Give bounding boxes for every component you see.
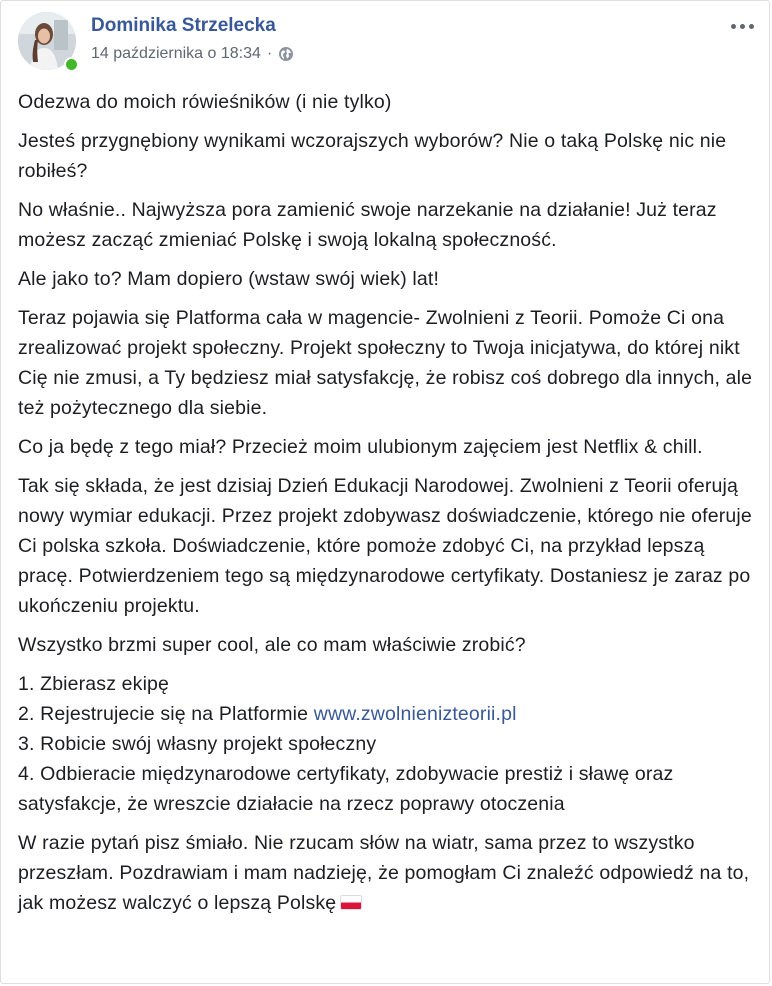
meta-separator: · bbox=[266, 45, 273, 62]
post-paragraph: No właśnie.. Najwyższa pora zamienić swoje narzekanie na działanie! Już teraz możesz zacząć zmieniać Polskę i swoją lokalną społeczność. bbox=[18, 199, 717, 251]
post-header bbox=[18, 12, 757, 72]
website-link[interactable]: www.zwolnienizteorii.pl bbox=[313, 703, 517, 725]
post-paragraph: Wszystko brzmi super cool, ale co mam właściwie zrobić? bbox=[18, 634, 526, 656]
more-options-icon[interactable] bbox=[727, 16, 757, 36]
post-paragraph bbox=[18, 828, 758, 918]
online-status-indicator bbox=[64, 57, 79, 72]
list-item: 3. Robicie swój własny projekt społeczny bbox=[18, 733, 377, 755]
list-item: 1. Zbierasz ekipę bbox=[18, 673, 170, 695]
list-item: 4. Odbieracie międzynarodowe certyfikaty, zdobywacie prestiż i sławę oraz satysfakcje, że wreszcie działacie na rzecz poprawy otoczenia bbox=[18, 763, 674, 815]
post-paragraph: Co ja będę z tego miał? Przecież moim ulubionym zajęciem jest Netflix & chill. bbox=[18, 436, 703, 458]
post-timestamp[interactable]: 14 października o 18:34 bbox=[91, 45, 261, 62]
post-paragraph: Tak się składa, że jest dzisiaj Dzień Edukacji Narodowej. Zwolnieni z Teorii oferują nowy wymiar edukacji. Przez projekt zdobywasz doświadczenie, którego nie oferuje Ci polska szkoła. Doświadczenie, które pomoże zdobyć Ci, na przykład lepszą pracę. Potwierdzeniem tego są międzynarodowe certyfikaty. Dostaniesz je zaraz po ukończeniu projektu. bbox=[18, 475, 752, 617]
post-meta bbox=[91, 45, 294, 63]
list-item bbox=[18, 699, 758, 729]
poland-flag-icon bbox=[340, 895, 362, 910]
closing-text: W razie pytań pisz śmiało. Nie rzucam słów na wiatr, sama przez to wszystko przeszłam. Pozdrawiam i mam nadzieję, że pomogłam Ci znaleźć odpowiedź na to, jak możesz walczyć o lepszą Polskę bbox=[18, 832, 750, 914]
globe-icon[interactable] bbox=[278, 46, 294, 62]
post-paragraph: Teraz pojawia się Platforma cała w magencie- Zwolnieni z Teorii. Pomoże Ci ona zrealizować projekt społeczny. Projekt społeczny to Twoja inicjatywa, do której nikt Cię nie zmusi, a Ty będziesz miał satysfakcję, że robisz coś dobrego dla innych, ale też pożytecznego dla siebie. bbox=[18, 307, 753, 419]
post-paragraph: Ale jako to? Mam dopiero (wstaw swój wiek) lat! bbox=[18, 268, 440, 290]
steps-list bbox=[18, 669, 758, 819]
post-paragraph: Jesteś przygnębiony wynikami wczorajszych wyborów? Nie o taką Polskę nic nie robiłeś? bbox=[18, 130, 727, 182]
list-item-text: 2. Rejestrujecie się na Platformie bbox=[18, 703, 314, 725]
author-name[interactable]: Dominika Strzelecka bbox=[91, 15, 276, 36]
post-paragraph: Odezwa do moich rówieśników (i nie tylko) bbox=[18, 91, 392, 113]
post-body bbox=[18, 87, 758, 927]
